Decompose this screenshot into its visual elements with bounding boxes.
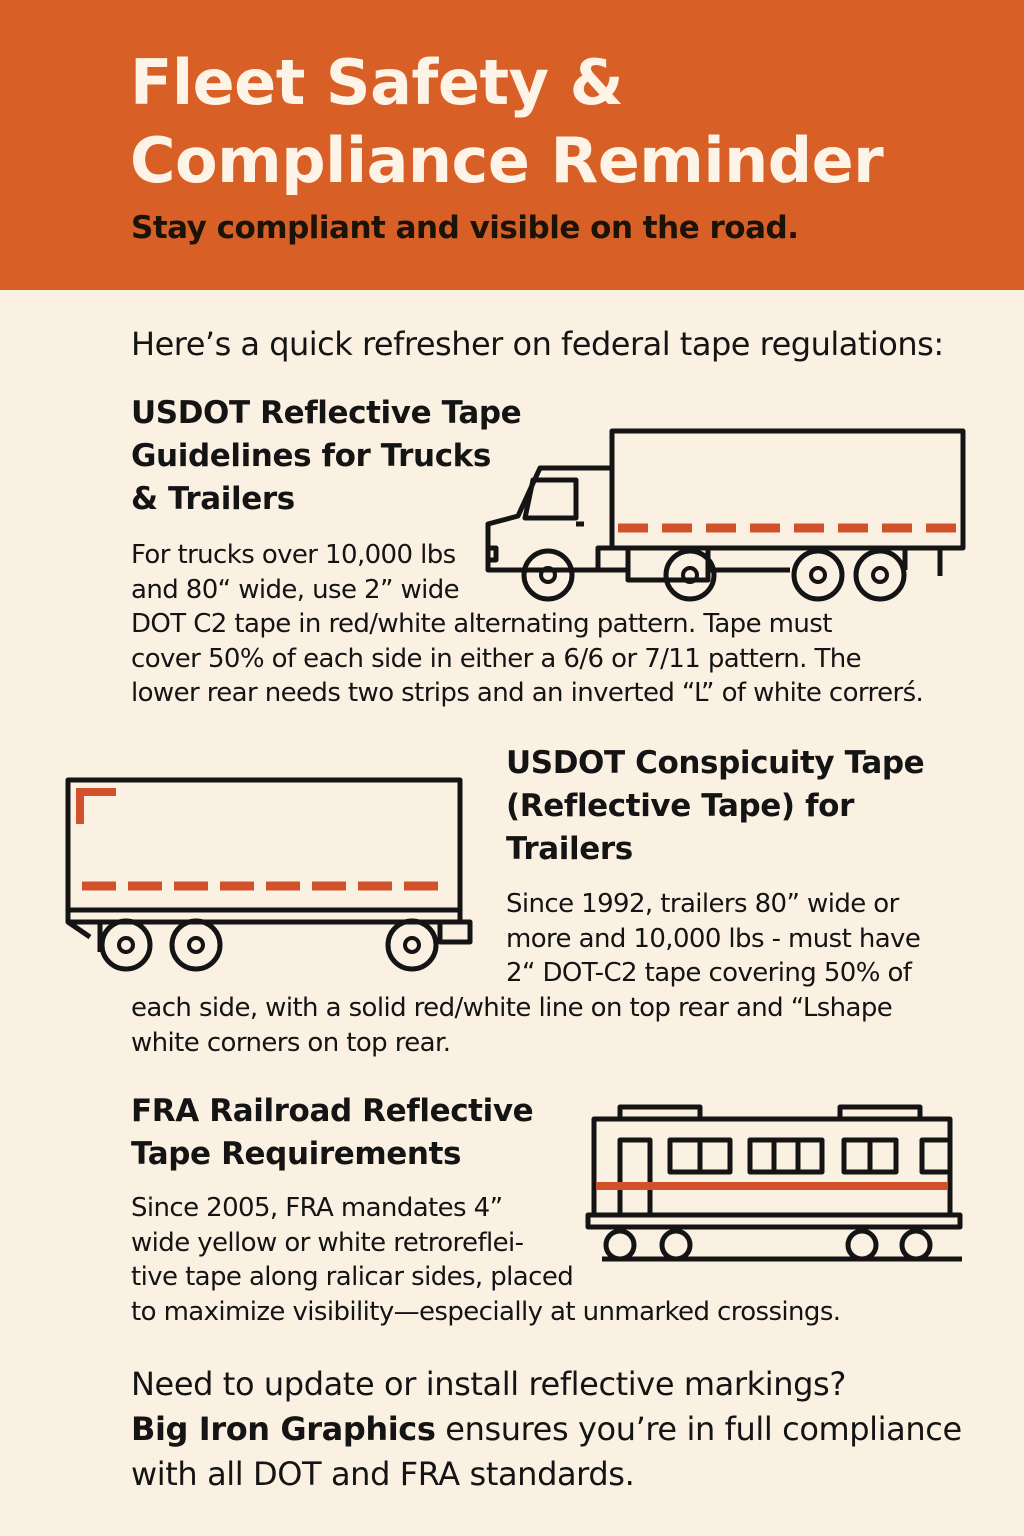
call-to-action: [131, 1362, 1001, 1497]
section-2-body-top: [506, 887, 920, 991]
section-1-heading-line: Guidelines for Trucks: [131, 438, 491, 474]
trailer-icon: [60, 772, 480, 977]
section-2-body-line: Since 1992, trailers 80” wide or: [506, 889, 899, 919]
section-2-heading-line: (Reflective Tape) for: [506, 788, 854, 824]
section-1-heading-line: & Trailers: [131, 481, 295, 517]
header-banner: [0, 0, 1024, 290]
section-2-body-line: 2“ DOT-C2 tape covering 50% of: [506, 958, 912, 988]
page-title: [130, 44, 990, 200]
intro-text: Here’s a quick refresher on federal tape regulations:: [131, 325, 944, 363]
section-3-body-line: Since 2005, FRA mandates 4”: [131, 1193, 503, 1223]
title-line-2: Compliance Reminder: [130, 124, 884, 197]
section-1-body-line: For trucks over 10,000 lbs: [131, 540, 456, 570]
section-3-heading: [131, 1090, 581, 1176]
section-3-body-line: to maximize visibility—especially at unmarked crossings.: [131, 1296, 841, 1327]
section-2-heading: [506, 742, 986, 871]
cta-line-2: [131, 1407, 1001, 1452]
cta-line-2-rest: ensures you’re in full compliance: [435, 1410, 962, 1448]
cta-line-1: Need to update or install reflective markings?: [131, 1365, 846, 1403]
section-1-body-line: and 80“ wide, use 2” wide: [131, 574, 460, 605]
cta-line-3: with all DOT and FRA standards.: [131, 1455, 635, 1493]
box-truck-icon: [480, 420, 975, 610]
section-1-body-line: DOT C2 tape in red/white alternating pattern. Tape must: [131, 609, 832, 639]
section-3-heading-line: FRA Railroad Reflective: [131, 1093, 534, 1129]
section-1-heading-line: USDOT Reflective Tape: [131, 395, 522, 431]
section-3-body-line: wide yellow or white retroreflei-: [131, 1227, 524, 1258]
section-2-body-line: each side, with a solid red/white line on top rear and “Lshape: [131, 993, 893, 1023]
title-line-1: Fleet Safety &: [130, 46, 624, 119]
railcar-icon: [582, 1102, 972, 1272]
section-1-body-line: lower rear needs two strips and an inverted “L” of white correrś.: [131, 678, 924, 708]
brand-name: Big Iron Graphics: [131, 1410, 436, 1448]
section-2-body-bottom: [131, 991, 892, 1060]
section-3-heading-line: Tape Requirements: [131, 1136, 462, 1172]
section-1-body-line: cover 50% of each side in either a 6/6 or 7/11 pattern. The: [131, 643, 862, 674]
section-2-body-line: white corners on top rear.: [131, 1027, 451, 1058]
section-2-heading-line: USDOT Conspicuity Tape: [506, 745, 925, 781]
page-subtitle: Stay compliant and visible on the road.: [131, 210, 799, 246]
section-2-heading-line: Trailers: [506, 831, 633, 867]
section-3-body-line: tive tape along ralicar sides, placed: [131, 1262, 574, 1292]
section-2-body-line: more and 10,000 lbs - must have: [506, 923, 921, 954]
